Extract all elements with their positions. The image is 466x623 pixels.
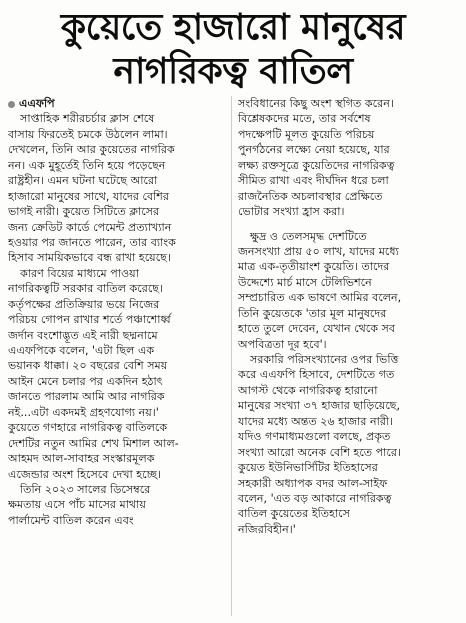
text-line: সহকারী অধ্যাপক বদর আল-সাইফ (238, 476, 388, 490)
column-divider (231, 96, 232, 616)
text-line: হাতে তুলে দেবেন, যেখান থেকে সব (238, 322, 396, 336)
text-line: রাষ্ট্রহীন। এমন ঘটনা ঘটেছে আরো (8, 174, 158, 188)
text-line: সাপ্তাহিক শরীরচর্চার ক্লাস শেষে (20, 112, 155, 126)
text-line: সংখ্যা আরো অনেক বেশি হতে পারে। (238, 445, 401, 459)
text-line: কুয়েতে গণহারে নাগরিকত্ব বাতিলকে (8, 421, 168, 435)
text-line: জানতে পারলাম আমি আর নাগরিক (8, 390, 165, 404)
text-line: দেখলেন, তিনি আর কুয়েতের নাগরিক (8, 143, 175, 157)
text-line: পরিচয় গোপন রাখার শর্তে পঞ্চাশোর্ধ্ব (8, 313, 171, 327)
text-line: যদিও গণমাধ্যমগুলো বলছে, প্রকৃত (238, 430, 391, 444)
text-line: জর্দান বংশোদ্ভূত এই নারী ছদ্মনামে (8, 328, 158, 342)
headline-line-1: কুয়েতে হাজারো মানুষের (60, 7, 406, 48)
text-line: ভোটার সংখ্যা হ্রাস করা। (238, 205, 345, 219)
text-line: কুয়েত ইউনিভার্সিটির ইতিহাসের (238, 461, 378, 475)
text-line: এজেন্ডার অংশ হিসেবে দেখা হচ্ছে। (8, 467, 162, 481)
text-line: হওয়ার পর জানতে পারেন, তার ব্যাংক (8, 235, 176, 249)
bullet-icon (8, 101, 15, 108)
text-line: আইন মেনে চলার পর একদিন হঠাৎ (8, 374, 163, 388)
text-line: লক্ষ্য রক্তসূত্রে কুয়েতিদের নাগরিকত্ব (238, 158, 395, 172)
text-line: তিনি ২০২৩ সালের ডিসেম্বরে (20, 482, 151, 496)
text-line: অপবিত্রতা দূর হবে'। (238, 337, 327, 351)
text-line: নই...এটা একদমই গ্রহণযোগ্য নয়।' (8, 405, 159, 419)
text-line: নজিরবিহীন।' (238, 522, 296, 536)
text-line: পার্লামেন্ট বাতিল করেন এবং (8, 513, 134, 527)
text-line: তিনি কুয়েতকে 'তার মূল মানুষদের (238, 306, 387, 320)
article-column-left (8, 96, 228, 528)
text-line: বাসায় ফিরতেই চমকে উঠলেন লামা। (8, 127, 168, 141)
text-line: মাত্র এক-তৃতীয়াংশ কুয়েতি। তাদের (238, 260, 390, 274)
agency-label: এএফপি (19, 97, 55, 110)
text-line: সম্প্রচারিত এক ভাষণে আমির বলেন, (238, 291, 402, 305)
text-line: ক্ষুদ্র ও তেলসমৃদ্ধ দেশটিতে (250, 229, 367, 243)
paragraph-gap (238, 220, 460, 229)
text-line: মানুষের সংখ্যা ৩৭ হাজার ছাড়িয়েছে, (238, 399, 401, 413)
text-line: কর্তৃপক্ষের প্রতিক্রিয়ার ভয়ে নিজের (8, 297, 160, 311)
text-line: বলেন, 'এত বড় আকারে নাগরিকত্ব (238, 491, 392, 505)
text-line: পুনর্গঠনের লক্ষ্যে নেয়া হয়েছে, যার (238, 143, 390, 157)
text-line: সরকারি পরিসংখ্যানের ওপর ভিত্তি (250, 353, 399, 366)
text-line: নন। এক মুহূর্তেই তিনি হয়ে পড়েছেন (8, 158, 166, 172)
text-line: এএফপিকে বলেন, 'এটা ছিল এক (8, 344, 155, 357)
text-line: হাজারো মানুষের সাথে, যাদের বেশির (8, 189, 169, 203)
text-line: দেশটির নতুন আমির শেখ মিশাল আল- (8, 436, 179, 450)
text-line: যাদের মধ্যে অন্তত ২৬ হাজার নারী। (238, 414, 394, 428)
headline-line-2: নাগরিকত্ব বাতিল (113, 51, 353, 92)
text-line: বাতিল কুয়েতের ইতিহাসে (238, 507, 350, 521)
text-line: রাজনৈতিক অচলাবস্থার প্রেক্ষিতে (238, 189, 383, 203)
text-line: আহমদ আল-সাবাহর সংস্কারমূলক (8, 452, 155, 466)
text-line: ভয়ানক ধাক্কা। ২০ বছরের বেশি সময় (8, 359, 168, 373)
text-line: হিসাব সাময়িকভাবে বন্ধ রাখা হয়েছে। (8, 251, 171, 265)
text-line: ক্ষমতায় এসে পাঁচ মাসের মাথায় (8, 498, 146, 512)
text-line: ভাগই নারী। কুয়েত সিটিতে ক্লাসের (8, 205, 160, 219)
byline (8, 96, 228, 111)
article-column-right (238, 96, 460, 537)
text-line: জন্য ক্রেডিট কার্ডে পেমেন্ট প্রত্যাখ্যান (8, 220, 172, 234)
text-line: আগস্ট থেকে নাগরিকত্ব হারানো (238, 383, 378, 397)
text-line: নাগরিকত্বটি সরকার বাতিল করেছে। (8, 282, 163, 296)
text-line: করে এএফপি হিসাবে, দেশটিতে গত (238, 368, 395, 382)
text-line: সংবিধানের কিছু অংশ স্থগিত করেন। (238, 97, 394, 110)
text-line: জনসংখ্যা প্রায় ৫০ লাখ, যাদের মধ্যে (238, 244, 399, 258)
text-line: উদ্দেশ্যে মার্চ মাসে টেলিভিশনে (238, 275, 372, 289)
text-line: পদক্ষেপটি মূলত কুয়েতি পরিচয় (238, 127, 375, 141)
text-line: কারণ বিয়ের মাধ্যমে পাওয়া (20, 266, 139, 280)
text-line: বিশ্লেষকদের মতে, তার সর্বশেষ (238, 112, 371, 126)
text-line: সীমিত রাখা এবং দীর্ঘদিন ধরে চলা (238, 174, 389, 188)
